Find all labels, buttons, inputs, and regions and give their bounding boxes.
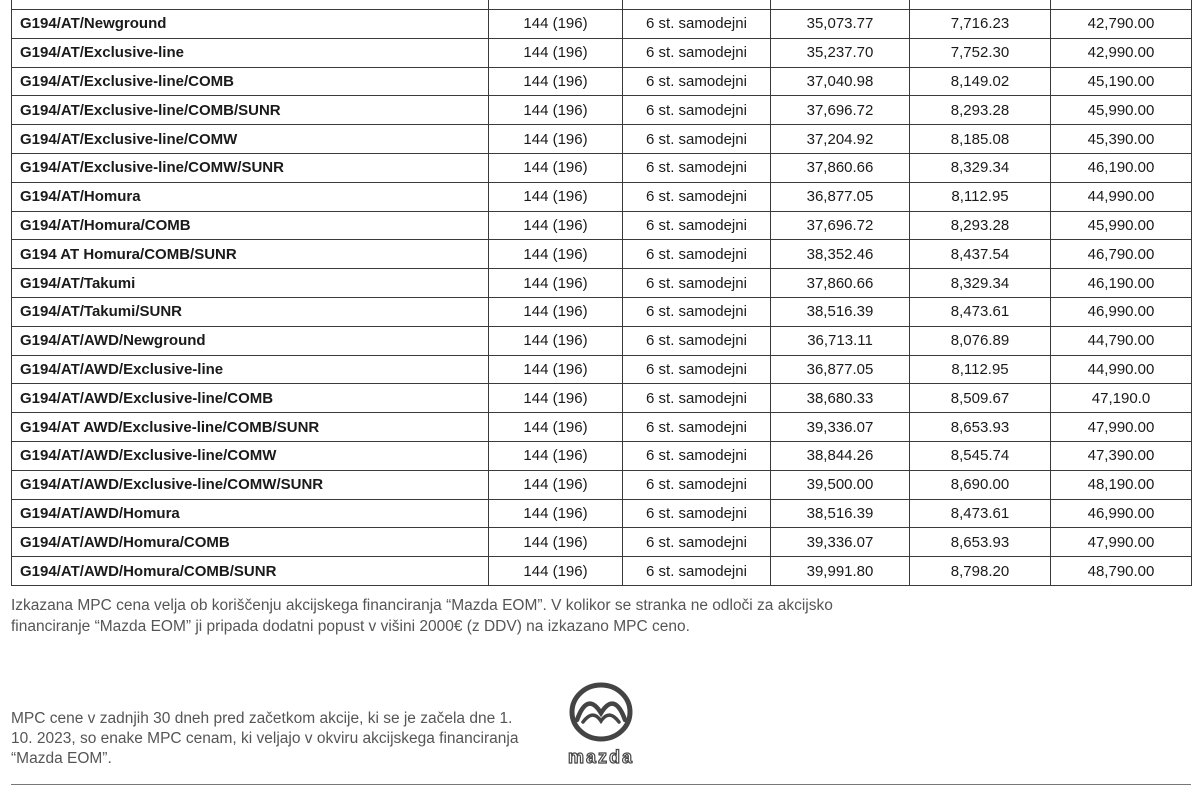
cell-net-price: 35,237.70 [771, 38, 910, 67]
cell-mpc-price: 48,190.00 [1051, 470, 1192, 499]
cell-vat: 8,185.08 [910, 125, 1051, 154]
cell-gearbox: 6 st. samodejni [623, 355, 771, 384]
cell-power: 144 (196) [489, 211, 623, 240]
cell-gearbox: 6 st. samodejni [623, 96, 771, 125]
table-row [12, 355, 1192, 384]
cell-power: 144 (196) [489, 153, 623, 182]
cell-net-price: 37,860.66 [771, 153, 910, 182]
cell-power: 144 (196) [489, 441, 623, 470]
cell-model: G194/AT/AWD/Exclusive-line [12, 355, 489, 384]
cell-power: 144 (196) [489, 38, 623, 67]
table-row [12, 182, 1192, 211]
cell-vat: 8,329.34 [910, 269, 1051, 298]
cell-gearbox: 6 st. samodejni [623, 269, 771, 298]
table-row [12, 211, 1192, 240]
cell-mpc-price: 45,990.00 [1051, 211, 1192, 240]
cell-mpc-price: 44,790.00 [1051, 326, 1192, 355]
cell-model: G194/AT/AWD/Homura [12, 499, 489, 528]
table-row [12, 384, 1192, 413]
cell-vat: 8,509.67 [910, 384, 1051, 413]
cell-mpc-price: 46,790.00 [1051, 240, 1192, 269]
cell-net-price: 38,844.26 [771, 441, 910, 470]
table-row [12, 125, 1192, 154]
price-table-container [11, 0, 1191, 586]
cell-model: G194/AT/Exclusive-line [12, 38, 489, 67]
cell-gearbox: 6 st. samodejni [623, 10, 771, 39]
cell-power: 144 (196) [489, 297, 623, 326]
cell-model: G194/AT/AWD/Newground [12, 326, 489, 355]
table-row [12, 240, 1192, 269]
cell-vat: 8,798.20 [910, 557, 1051, 586]
cell-mpc-price: 47,990.00 [1051, 528, 1192, 557]
cell-vat: 8,076.89 [910, 326, 1051, 355]
table-row [12, 10, 1192, 39]
cell-model: G194/AT/Takumi [12, 269, 489, 298]
table-row [12, 153, 1192, 182]
cell-net-price [771, 0, 910, 10]
cell-net-price: 36,713.11 [771, 326, 910, 355]
cell-vat: 8,149.02 [910, 67, 1051, 96]
cell-gearbox: 6 st. samodejni [623, 182, 771, 211]
cell-model: G194/AT/Homura/COMB [12, 211, 489, 240]
cell-model: G194/AT/Newground [12, 10, 489, 39]
cell-mpc-price: 47,390.00 [1051, 441, 1192, 470]
cell-gearbox: 6 st. samodejni [623, 38, 771, 67]
price-history-note: MPC cene v zadnjih 30 dneh pred začetkom akcije, ki se je začela dne 1. 10. 2023, so enake MPC cenam, ki veljajo v okviru akcijskega financiranja “Mazda EOM”. [11, 710, 519, 767]
cell-mpc-price: 46,190.00 [1051, 269, 1192, 298]
cell-net-price: 37,696.72 [771, 211, 910, 240]
cell-net-price: 37,204.92 [771, 125, 910, 154]
cell-mpc-price: 44,990.00 [1051, 182, 1192, 211]
cell-net-price: 36,877.05 [771, 182, 910, 211]
cell-model: G194/AT/AWD/Exclusive-line/COMW/SUNR [12, 470, 489, 499]
cell-mpc-price: 47,190.0 [1051, 384, 1192, 413]
cell-gearbox: 6 st. samodejni [623, 211, 771, 240]
cell-vat: 8,293.28 [910, 211, 1051, 240]
cell-net-price: 39,991.80 [771, 557, 910, 586]
cell-gearbox: 6 st. samodejni [623, 470, 771, 499]
cell-net-price: 38,680.33 [771, 384, 910, 413]
cell-net-price: 38,516.39 [771, 297, 910, 326]
table-row [12, 38, 1192, 67]
cell-gearbox: 6 st. samodejni [623, 153, 771, 182]
table-row [12, 528, 1192, 557]
cell-vat: 8,112.95 [910, 355, 1051, 384]
price-table [11, 0, 1192, 586]
cell-vat: 8,690.00 [910, 470, 1051, 499]
cell-power: 144 (196) [489, 384, 623, 413]
cell-gearbox: 6 st. samodejni [623, 67, 771, 96]
table-row [12, 470, 1192, 499]
cell-model: G194/AT/Takumi/SUNR [12, 297, 489, 326]
table-row [12, 499, 1192, 528]
cell-power: 144 (196) [489, 557, 623, 586]
cell-mpc-price: 47,990.00 [1051, 413, 1192, 442]
table-row [12, 0, 1192, 10]
cell-gearbox: 6 st. samodejni [623, 125, 771, 154]
cell-mpc-price: 45,190.00 [1051, 67, 1192, 96]
cell-model: G194/AT/AWD/Homura/COMB [12, 528, 489, 557]
cell-vat: 8,473.61 [910, 499, 1051, 528]
price-table-body [12, 0, 1192, 585]
table-row [12, 96, 1192, 125]
cell-vat: 7,752.30 [910, 38, 1051, 67]
cell-net-price: 39,500.00 [771, 470, 910, 499]
cell-model: G194 AT Homura/COMB/SUNR [12, 240, 489, 269]
cell-mpc-price: 45,390.00 [1051, 125, 1192, 154]
cell-vat: 8,112.95 [910, 182, 1051, 211]
cell-mpc-price: 46,990.00 [1051, 297, 1192, 326]
cell-model: G194/AT AWD/Exclusive-line/COMB/SUNR [12, 413, 489, 442]
cell-power: 144 (196) [489, 269, 623, 298]
cell-power: 144 (196) [489, 67, 623, 96]
cell-power: 144 (196) [489, 125, 623, 154]
cell-mpc-price: 42,990.00 [1051, 38, 1192, 67]
cell-model: G194/AT/Exclusive-line/COMB/SUNR [12, 96, 489, 125]
cell-model: G194/AT/Exclusive-line/COMW/SUNR [12, 153, 489, 182]
cell-power: 144 (196) [489, 182, 623, 211]
cell-model: G194/AT/AWD/Exclusive-line/COMB [12, 384, 489, 413]
table-row [12, 269, 1192, 298]
cell-model: G194/AT/AWD/Exclusive-line/COMW [12, 441, 489, 470]
cell-power: 144 (196) [489, 355, 623, 384]
table-row [12, 67, 1192, 96]
cell-model: G194/AT/Exclusive-line/COMW [12, 125, 489, 154]
table-row [12, 297, 1192, 326]
cell-net-price: 38,516.39 [771, 499, 910, 528]
cell-gearbox: 6 st. samodejni [623, 528, 771, 557]
financing-footnote: Izkazana MPC cena velja ob koriščenju akcijskega financiranja “Mazda EOM”. V kolikor se stranka ne odloči za akcijsko financiranje “Mazda EOM” ji pripada dodatni popust v višini 2000€ (z DDV) na izkazano MPC ceno. [11, 597, 833, 635]
cell-gearbox: 6 st. samodejni [623, 413, 771, 442]
cell-mpc-price: 42,790.00 [1051, 10, 1192, 39]
cell-vat: 8,473.61 [910, 297, 1051, 326]
mazda-logo [553, 679, 649, 771]
table-row [12, 441, 1192, 470]
cell-model: G194/AT/AWD/Homura/COMB/SUNR [12, 557, 489, 586]
cell-vat: 8,293.28 [910, 96, 1051, 125]
cell-power: 144 (196) [489, 326, 623, 355]
cell-power: 144 (196) [489, 96, 623, 125]
cell-net-price: 37,696.72 [771, 96, 910, 125]
cell-gearbox: 6 st. samodejni [623, 384, 771, 413]
cell-net-price: 37,040.98 [771, 67, 910, 96]
cell-vat: 8,437.54 [910, 240, 1051, 269]
cell-vat: 8,545.74 [910, 441, 1051, 470]
cell-gearbox: 6 st. samodejni [623, 441, 771, 470]
cell-gearbox: 6 st. samodejni [623, 326, 771, 355]
cell-vat [910, 0, 1051, 10]
cell-model [12, 0, 489, 10]
cell-gearbox [623, 0, 771, 10]
cell-net-price: 36,877.05 [771, 355, 910, 384]
cell-gearbox: 6 st. samodejni [623, 499, 771, 528]
cell-mpc-price: 44,990.00 [1051, 355, 1192, 384]
cell-net-price: 38,352.46 [771, 240, 910, 269]
cell-vat: 8,653.93 [910, 528, 1051, 557]
cell-power [489, 0, 623, 10]
cell-gearbox: 6 st. samodejni [623, 557, 771, 586]
cell-vat: 8,329.34 [910, 153, 1051, 182]
cell-power: 144 (196) [489, 499, 623, 528]
table-row [12, 557, 1192, 586]
cell-gearbox: 6 st. samodejni [623, 297, 771, 326]
cell-power: 144 (196) [489, 528, 623, 557]
cell-mpc-price: 46,190.00 [1051, 153, 1192, 182]
cell-net-price: 37,860.66 [771, 269, 910, 298]
cell-mpc-price [1051, 0, 1192, 10]
cell-vat: 8,653.93 [910, 413, 1051, 442]
mazda-wordmark: mazda [567, 747, 635, 767]
mazda-logo-icon [553, 679, 649, 771]
cell-model: G194/AT/Homura [12, 182, 489, 211]
cell-net-price: 35,073.77 [771, 10, 910, 39]
cell-net-price: 39,336.07 [771, 528, 910, 557]
table-row [12, 413, 1192, 442]
cell-power: 144 (196) [489, 10, 623, 39]
cell-power: 144 (196) [489, 240, 623, 269]
cell-mpc-price: 46,990.00 [1051, 499, 1192, 528]
cell-mpc-price: 48,790.00 [1051, 557, 1192, 586]
cell-model: G194/AT/Exclusive-line/COMB [12, 67, 489, 96]
table-row [12, 326, 1192, 355]
cell-power: 144 (196) [489, 413, 623, 442]
cell-gearbox: 6 st. samodejni [623, 240, 771, 269]
cell-vat: 7,716.23 [910, 10, 1051, 39]
cell-mpc-price: 45,990.00 [1051, 96, 1192, 125]
cell-power: 144 (196) [489, 470, 623, 499]
cell-net-price: 39,336.07 [771, 413, 910, 442]
